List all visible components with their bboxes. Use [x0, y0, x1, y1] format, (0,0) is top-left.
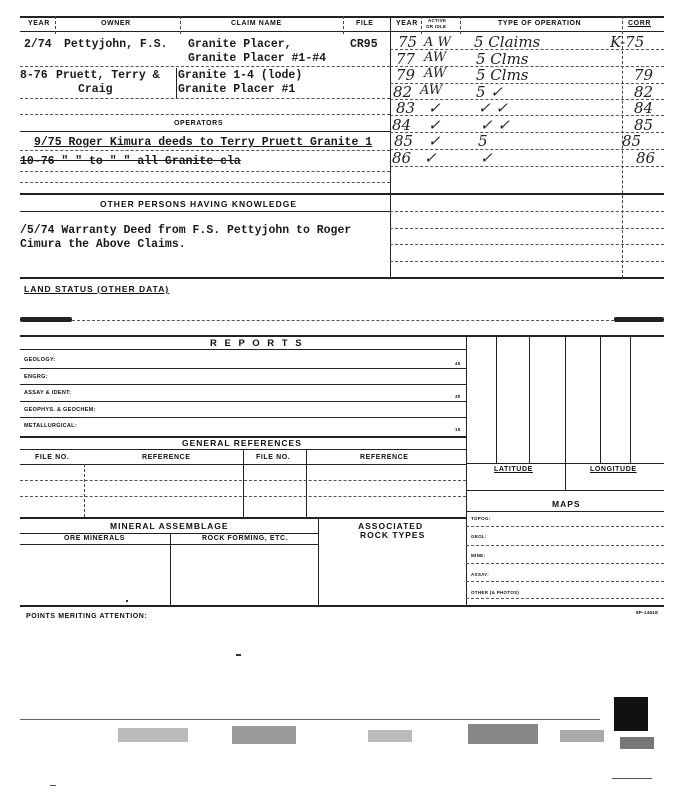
activity-row-4-corr: 82 [634, 83, 654, 101]
owner-row-1-date: 2/74 [24, 38, 52, 51]
report-row-5-num: 15 [455, 427, 461, 432]
header-active: ACTIVE [428, 18, 447, 23]
maps-topog: TOPOG: [471, 516, 491, 521]
header-owner: OWNER [101, 20, 131, 27]
header-file: FILE [356, 20, 374, 27]
owner-row-4-owner: Craig [78, 83, 113, 96]
owner-row-2-claim: Granite Placer #1-#4 [188, 52, 327, 65]
header-type-of-operation: TYPE OF OPERATION [498, 20, 582, 27]
points-meriting-attention: POINTS MERITING ATTENTION: [26, 613, 148, 620]
operators-line-1: 9/75 Roger Kimura deeds to Terry Pruett Granite 1 [34, 136, 373, 149]
associated-line-2: ROCK TYPES [360, 530, 426, 540]
land-status-heading: LAND STATUS (OTHER DATA) [24, 284, 170, 294]
owner-row-1-file: CR95 [350, 38, 378, 51]
activity-row-3-year: 79 [396, 66, 416, 84]
maps-geol: GEOL: [471, 534, 487, 539]
genref-col-reference-2: REFERENCE [360, 454, 409, 461]
report-row-4-label: GEOPHYS. & GEOCHEM: [24, 407, 96, 413]
redaction-mark-left [20, 317, 72, 322]
genref-col-file-no-1: FILE NO. [35, 454, 70, 461]
activity-row-1-corr: K-75 [610, 33, 645, 51]
other-persons-line-2: Cimura the Above Claims. [20, 238, 186, 251]
activity-row-7-corr: 85 [622, 132, 642, 150]
activity-row-7-status: ✓ [428, 132, 441, 150]
header-claim-name: CLAIM NAME [231, 20, 282, 27]
activity-row-1-year: 75 [398, 33, 418, 51]
longitude-label: LONGITUDE [590, 466, 637, 473]
activity-row-4-type: 5 ✓ [476, 83, 503, 101]
redaction-mark-right [614, 317, 664, 322]
report-row-1-num: 45 [455, 361, 461, 366]
activity-row-3-type: 5 Clms [476, 66, 529, 84]
activity-row-7-year: 85 [394, 132, 414, 150]
general-references-heading: GENERAL REFERENCES [182, 438, 302, 448]
activity-row-8-type: ✓ [480, 149, 493, 167]
latitude-label: LATITUDE [494, 466, 533, 473]
maps-heading: MAPS [552, 499, 581, 509]
header-year-2: YEAR [396, 20, 418, 27]
maps-assay: ASSAY: [471, 572, 490, 577]
activity-row-4-status: AW [420, 83, 443, 98]
header-year: YEAR [28, 20, 50, 27]
activity-row-7-type: 5 [478, 132, 488, 150]
associated-line-1: ASSOCIATED [358, 521, 424, 531]
operators-line-2: 10-76 " " to " " all Granite cla [20, 155, 241, 168]
activity-row-2-type: 5 Clms [476, 50, 529, 68]
owner-row-4-claim: Granite Placer #1 [178, 83, 296, 96]
report-row-5-label: METALLURGICAL: [24, 423, 77, 429]
other-persons-line-1: /5/74 Warranty Deed from F.S. Pettyjohn to Roger [20, 224, 352, 237]
activity-row-5-status: ✓ [428, 99, 441, 117]
rock-forming-label: ROCK FORMING, ETC. [202, 535, 289, 542]
report-row-1-label: GEOLOGY: [24, 357, 56, 363]
operators-heading: OPERATORS [174, 120, 224, 127]
owner-row-3-date: 8-76 [20, 69, 48, 82]
header-corr: CORR [628, 20, 652, 27]
activity-row-2-status: AW [424, 50, 447, 65]
activity-row-6-year: 84 [392, 116, 412, 134]
activity-row-5-type: ✓ ✓ [478, 99, 508, 117]
owner-row-1-claim: Granite Placer, [188, 38, 292, 51]
maps-mine: MINE: [471, 553, 486, 558]
activity-row-1-type: 5 Claims [474, 33, 541, 51]
ore-minerals-label: ORE MINERALS [64, 535, 125, 542]
maps-other: OTHER (& PHOTOS) [471, 590, 520, 595]
activity-row-3-status: AW [424, 66, 447, 81]
owner-row-3-claim: Granite 1-4 (lode) [178, 69, 303, 82]
genref-col-reference-1: REFERENCE [142, 454, 191, 461]
report-row-2-label: ENGRG: [24, 374, 48, 380]
report-row-3-num: 30 [455, 394, 461, 399]
activity-row-1-status: A W [424, 35, 451, 50]
activity-row-8-status: ✓ [424, 149, 437, 167]
form-number: 8P-1461E [636, 610, 659, 615]
report-row-3-label: ASSAY & IDENT: [24, 390, 72, 396]
activity-row-8-corr: 86 [636, 149, 656, 167]
activity-row-6-corr: 85 [634, 116, 654, 134]
mineral-assemblage-heading: MINERAL ASSEMBLAGE [110, 521, 229, 531]
activity-row-3-corr: 79 [634, 66, 654, 84]
other-persons-heading: OTHER PERSONS HAVING KNOWLEDGE [100, 199, 298, 209]
activity-row-5-year: 83 [396, 99, 416, 117]
activity-row-8-year: 86 [392, 149, 412, 167]
activity-row-2-year: 77 [396, 50, 416, 68]
genref-col-file-no-2: FILE NO. [256, 454, 291, 461]
activity-row-6-type: ✓ ✓ [480, 116, 510, 134]
reports-heading: R E P O R T S [210, 338, 305, 349]
owner-row-3-owner: Pruett, Terry & [56, 69, 160, 82]
activity-row-4-year: 82 [393, 83, 413, 101]
owner-row-1-owner: Pettyjohn, F.S. [64, 38, 168, 51]
header-or-idle: OR IDLE [426, 24, 447, 29]
activity-row-5-corr: 84 [634, 99, 654, 117]
activity-row-6-status: ✓ [428, 116, 441, 134]
